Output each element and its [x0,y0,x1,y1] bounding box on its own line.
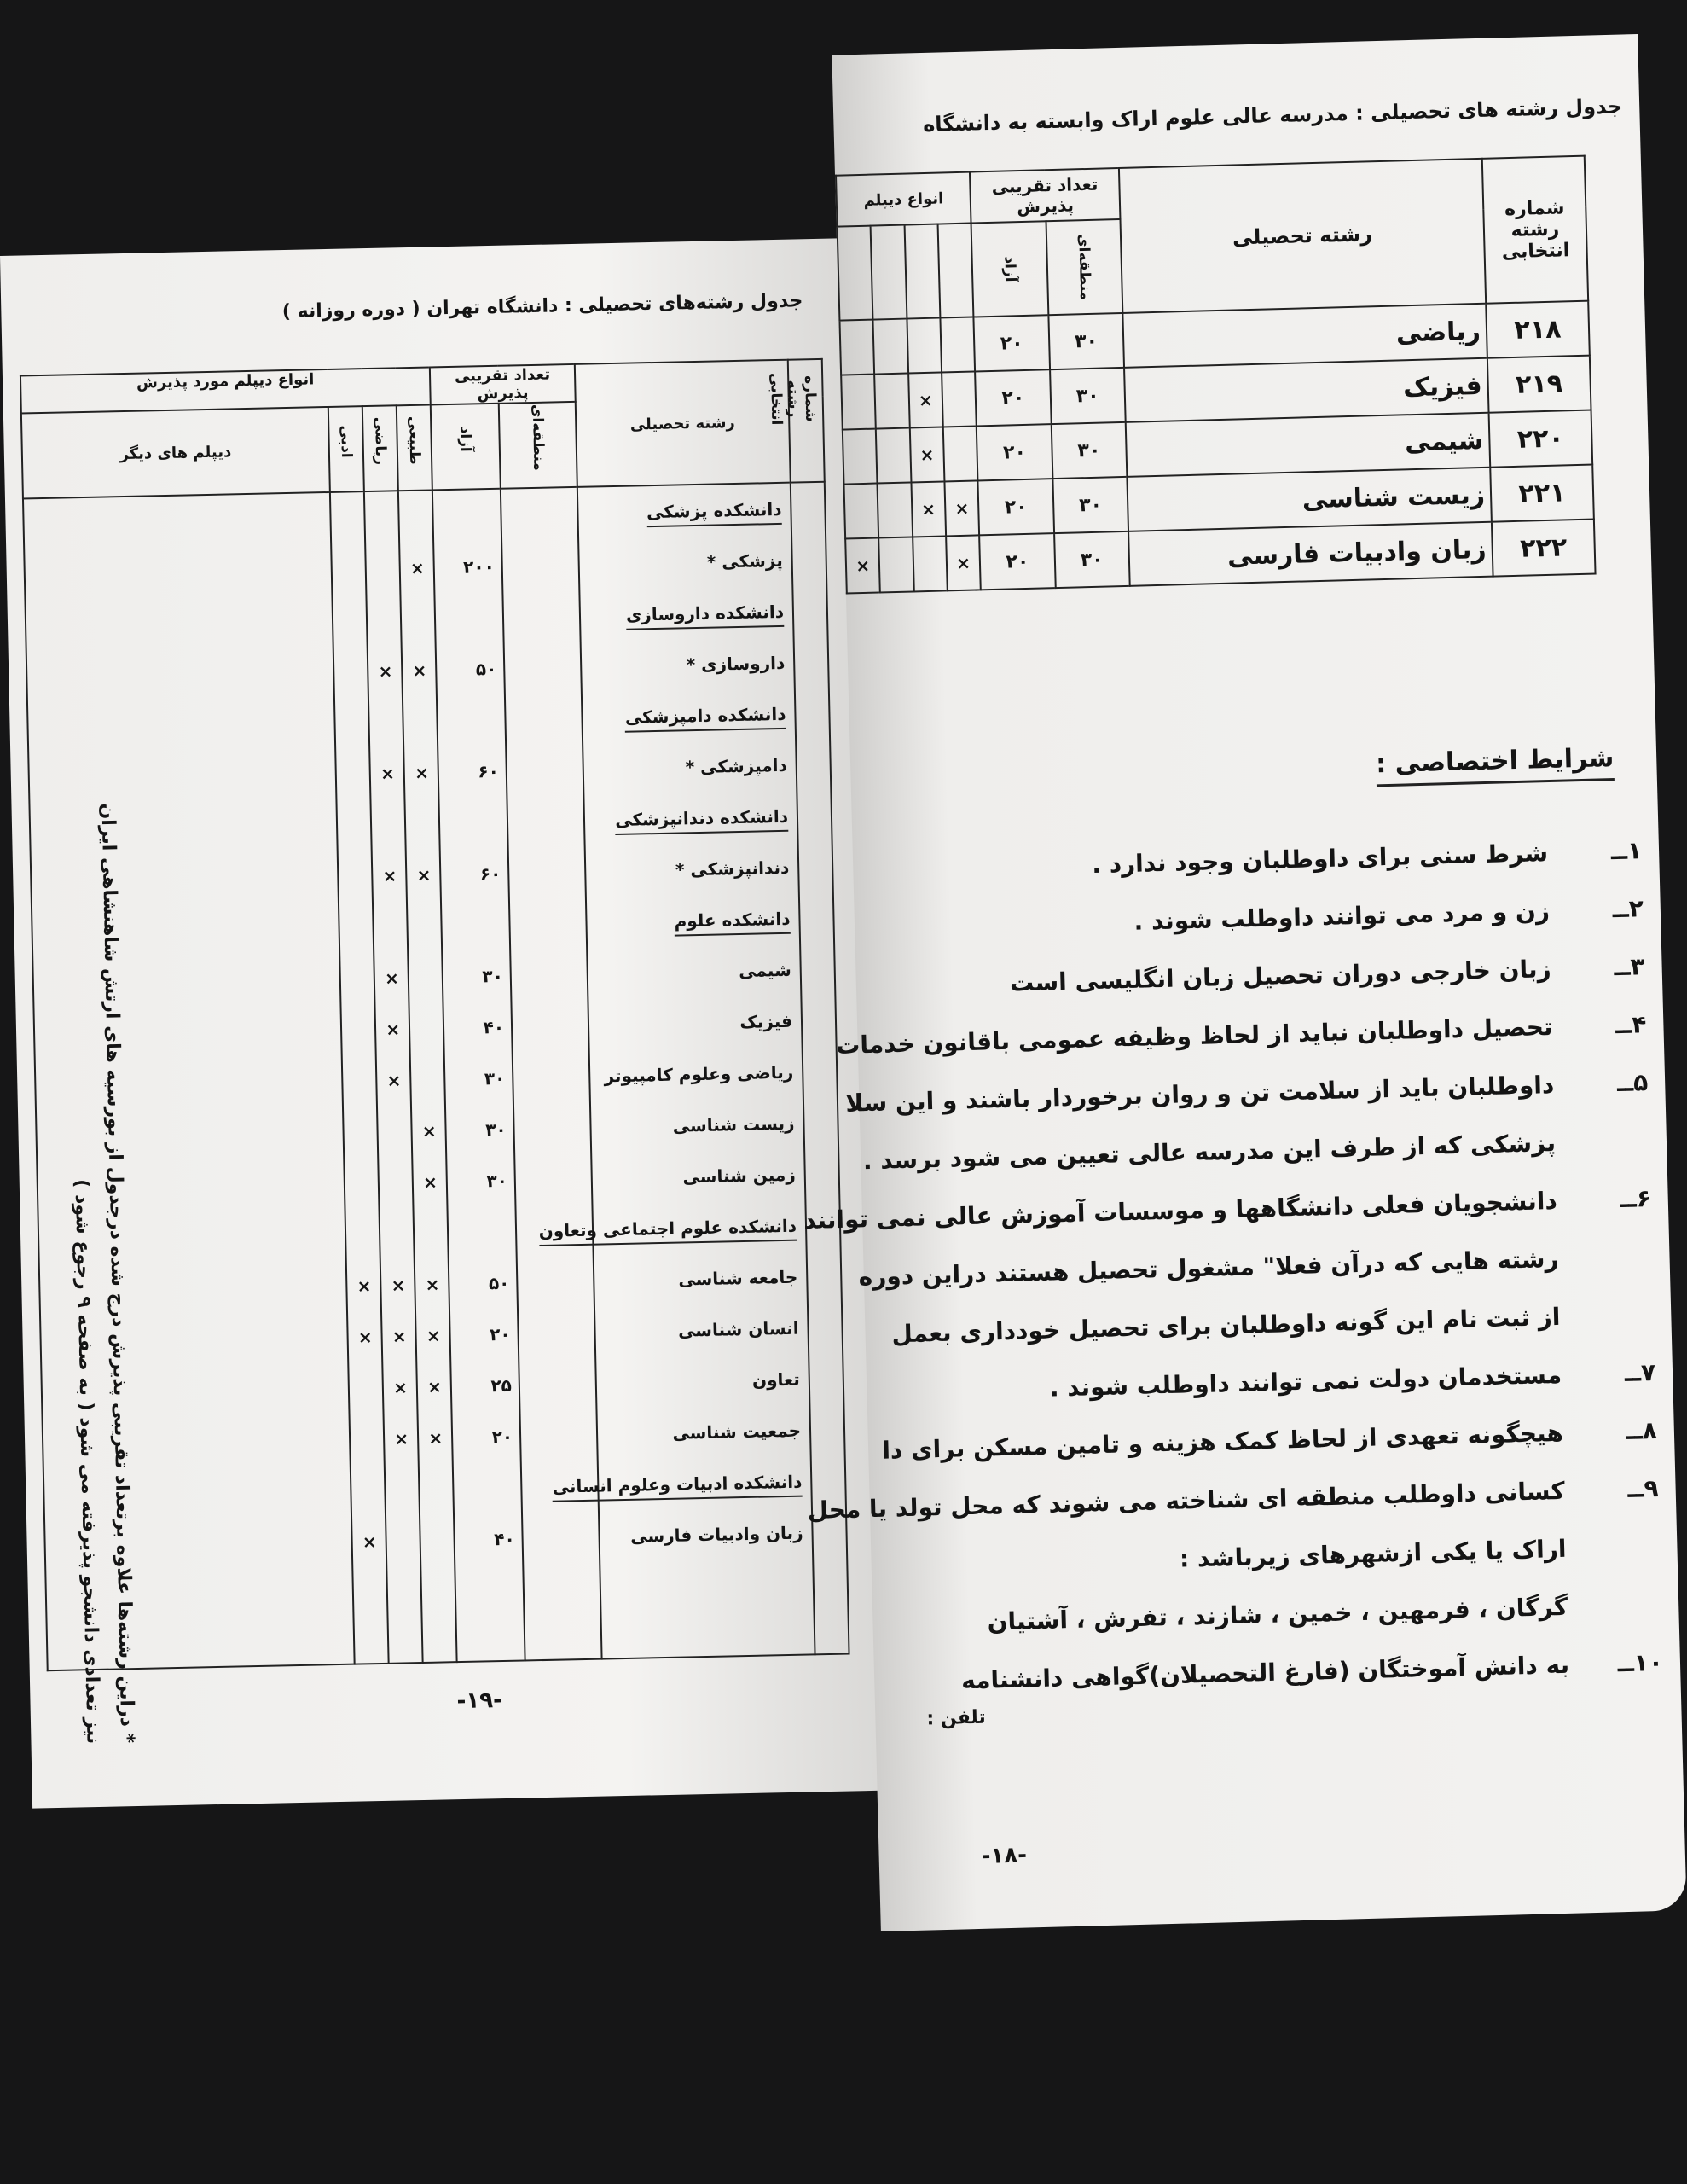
program-row-label: زبان وادبیات فارسی [629,1522,803,1547]
diploma-mark [844,484,878,539]
condition-item [803,1184,1652,1235]
free-capacity-value: ۳۰ [484,1118,507,1141]
program-column [538,483,815,1659]
program-row-label: دانشکده پزشکی [646,499,782,527]
condition-number: ۲ــ [1612,894,1644,924]
col-free-header: آزاد [431,404,501,491]
program-row-label: انسان شناسی [677,1317,799,1341]
condition-number [1559,1264,1653,1267]
program-name: زیست شناسی [1127,468,1491,531]
footnote-line-1: * دراین رشته‌ها علاوه برتعداد تقریبی پذیرش درج شده درجدول از بورسیه های ارتش شاهنشاهی ایران [96,803,138,1744]
diploma-mark [873,319,908,375]
diploma-mark [876,428,911,484]
diploma-mark: × [362,1531,377,1553]
condition-number: ۸ــ [1626,1415,1658,1445]
diploma-mark [843,429,878,485]
diploma-mark: × [426,1376,443,1397]
free-capacity-value: ۴۰ [483,1016,505,1038]
diploma-mark: × [421,1120,437,1141]
condition-text: زبان خارجی دوران تحصیل زبان انگلیسی است [1009,955,1552,997]
condition-number: ۱۰ــ [1617,1647,1664,1678]
left-page [0,238,885,1809]
col-diploma-4 [838,226,873,321]
program-row-label: زمین شناسی [682,1164,797,1188]
col-math-header: ریاضی [362,405,398,491]
col-natural-header: طبیعی [397,404,432,491]
condition-text: هیچگونه تعهدی از لحاظ کمک هزینه و تامین مسکن برای دا [881,1418,1564,1465]
program-row-label: تعاون [751,1368,801,1391]
program-name: فیزیک [1124,358,1488,422]
program-row-label: فیزیک [739,1010,793,1033]
diploma-mark: × [380,763,396,784]
condition-number: ۶ــ [1620,1184,1652,1213]
free-capacity-value: ۳۰ [486,1170,508,1192]
condition-item [883,1648,1664,1697]
program-row-label: شیمی [739,959,791,982]
diploma-mark: × [426,1325,441,1346]
diploma-mark [943,426,978,481]
diploma-mark [879,537,914,592]
program-row-label: دانشکده علوم [674,909,791,937]
program-row-label: دانشکده علوم اجتماعی وتعاون [538,1216,797,1246]
program-row-label: دانشکده دامپزشکی [625,704,786,733]
regional-capacity: ۳۰ [1054,531,1130,588]
program-row-label: دندانپزشکی * [675,857,790,880]
free-capacity-value: ۲۰ [489,1323,511,1345]
diploma-mark: × [428,1427,443,1449]
right-program-table [835,155,1597,595]
free-capacity-value: ۴۰ [493,1528,515,1550]
diploma-mark: × [391,1275,406,1296]
diploma-mark: × [909,427,944,482]
program-row-label: زیست شناسی [672,1112,795,1136]
diploma-mark [875,374,910,429]
condition-text: شرط سنی برای داوطلبان وجود ندارد . [1091,839,1549,880]
program-number: ۲۲۰ [1488,410,1592,468]
condition-item [807,1473,1660,1525]
program-row-label: داروسازی * [686,652,786,676]
diploma-mark: × [394,1428,409,1449]
condition-item [861,836,1643,885]
condition-item [877,1416,1658,1465]
left-page-header: جدول رشته‌های تحصیلی : دانشگاه تهران ( دوره روزانه ) [281,290,803,323]
col-capacity-header: تعداد تقریبی پذیرش [970,168,1120,224]
left-page-number: -۱۹- [456,1687,503,1715]
diploma-mark: × [911,481,946,537]
regional-capacity: ۳۰ [1051,422,1127,479]
col-literary-header: ادبی [328,406,364,492]
right-page [803,34,1686,1931]
footnote-line-2: نیز تعدادی دانشجو پذیرفته می شود ( به صفحه ۹ رجوع شود ) [70,1178,104,1745]
col-number-header: شماره رشته انتخابی [1482,156,1589,304]
condition-text: مستخدمان دولت نمی توانند داوطلب شوند . [1049,1360,1562,1403]
diploma-mark [942,371,977,427]
program-number: ۲۱۹ [1487,356,1591,413]
diploma-mark: × [414,762,430,783]
right-page-number: -۱۸- [981,1842,1028,1869]
condition-text: زن و مرد می توانند داوطلب شوند . [1133,897,1551,936]
condition-item [862,1126,1650,1176]
diploma-mark: × [416,864,432,886]
program-row-label: جامعه شناسی [678,1266,798,1290]
footnote-vertical [60,803,144,1745]
col-other-header: دیپلم های دیگر [21,407,330,499]
program-number: ۲۲۱ [1490,465,1594,522]
col-diploma-1 [938,224,974,318]
condition-text: کسانی داوطلب منطقه ای شناخته می شوند که محل تولد یا محل [807,1476,1566,1525]
diploma-mark: × [412,659,427,681]
condition-item [844,1068,1649,1118]
condition-item [875,1358,1656,1407]
condition-text: گرگان ، فرمهین ، خمین ، شازند ، تفرش ، آشتیان [987,1592,1568,1636]
diploma-mark: × [386,1019,401,1040]
col-program-header: رشته تحصیلی [1119,159,1486,313]
diploma-mark: × [392,1377,409,1398]
col-regional-header: منطقه‌ای [1046,219,1122,315]
diploma-mark: × [845,537,880,593]
condition-text: دانشجویان فعلی دانشگاهها و موسسات آموزش عالی نمی توانند [803,1186,1558,1235]
col-free-header: آزاد [971,221,1048,317]
condition-item [858,1242,1653,1292]
program-name: شیمی [1126,413,1490,477]
other-diplomas-column [23,492,355,1745]
condition-text: داوطلبان باید از سلامت تن و روان برخوردار باشند و این سلا [844,1070,1555,1118]
col-diploma-2 [904,224,940,319]
free-capacity-value: ۵۰ [475,658,497,680]
diploma-mark [841,375,876,430]
condition-text: رشته هایی که درآن فعلا" مشغول تحصیل هستند دراین دوره [858,1244,1559,1292]
regional-capacity: ۳۰ [1052,477,1128,533]
free-capacity-value: ۳۰ [484,1067,506,1089]
program-row-label: دانشکده دندانپزشکی [615,806,788,835]
col-diplomas-header: انواع دیپلم [836,172,971,227]
diploma-mark: × [386,1070,402,1091]
free-capacity: ۲۰ [975,369,1051,426]
program-number: ۲۱۸ [1486,301,1590,358]
condition-text: پزشکی که از طرف این مدرسه عالی تعیین می شود برسد . [862,1128,1557,1176]
free-capacity-value: ۳۰ [482,965,504,987]
diploma-mark: × [378,660,393,682]
free-capacity: ۲۰ [974,315,1050,371]
free-capacity-value: ۲۰ [491,1426,513,1448]
col-diploma-3 [871,225,907,320]
col-number-header: شماره رشته انتخابی [788,359,825,483]
diploma-mark: × [908,372,943,427]
condition-number [1561,1322,1655,1325]
condition-number [1568,1612,1661,1615]
free-capacity-value: ۲۵ [490,1374,513,1397]
diploma-mark: × [425,1274,440,1295]
program-row-label: دامپزشکی * [685,754,787,778]
condition-number: ۳ــ [1613,952,1646,982]
diploma-mark [940,317,975,372]
regional-capacity: ۳۰ [1048,313,1124,369]
col-diplomas-header: انواع دیپلم مورد پذیرش [20,367,431,413]
free-capacity-value: ۶۰ [478,760,500,782]
diploma-mark [878,482,913,537]
condition-item [873,1300,1655,1349]
diploma-mark: × [944,480,979,536]
condition-item [835,1010,1647,1060]
col-program-header: رشته تحصیلی [575,360,791,487]
program-name: زبان وادبیات فارسی [1128,522,1493,586]
free-capacity: ۲۰ [978,479,1054,535]
program-row-label: دانشکده داروسازی [626,601,785,630]
free-capacity-value: ۶۰ [479,863,501,885]
diploma-mark: × [384,967,400,989]
condition-text: تحصیل داوطلبان نباید از لحاظ وظیفه عمومی باقانون خدمات [835,1013,1553,1060]
condition-item [879,1532,1661,1581]
diploma-mark [913,536,948,591]
program-row-label: پزشکی * [706,549,783,572]
conditions-title: شرایط اختصاصی : [1376,743,1615,787]
diploma-mark: × [391,1326,407,1347]
condition-number: ۵ــ [1616,1068,1649,1098]
diploma-mark [839,320,874,375]
diploma-mark: × [409,557,426,579]
condition-number [1567,1554,1661,1557]
diploma-mark: × [357,1275,372,1297]
condition-item [864,952,1645,1001]
condition-item [881,1590,1662,1639]
free-capacity-value: ۵۰ [488,1272,510,1294]
free-capacity-value: ۲۰۰ [462,555,496,578]
condition-number: ۹ــ [1626,1473,1660,1503]
condition-text: به دانش آموختگان (فارغ التحصیلان)گواهی دانشنامه [960,1650,1570,1695]
right-page-header: جدول رشته های تحصیلی : مدرسه عالی علوم اراک وابسته به دانشگاه [922,94,1623,136]
col-capacity-header: تعداد تقریبی پذیرش [430,364,576,405]
program-row-label: جمعیت شناسی [672,1420,802,1443]
program-row-label: ریاضی وعلوم کامپیوتر [604,1061,794,1087]
condition-number: ۷ــ [1624,1357,1656,1387]
program-name: ریاضی [1122,304,1487,368]
regional-capacity: ۳۰ [1050,368,1126,424]
free-capacity: ۲۰ [977,424,1052,480]
col-regional-header: منطقه‌ای [499,402,577,489]
condition-number [1556,1148,1649,1151]
condition-number: ۴ــ [1615,1010,1647,1040]
free-capacity: ۲۰ [979,533,1055,590]
program-number: ۲۲۲ [1492,520,1596,577]
diploma-mark: × [382,865,397,886]
diploma-mark: × [422,1171,438,1193]
condition-text: از ثبت نام این گونه داوطلبان برای تحصیل خودداری بعمل [891,1302,1561,1349]
phone-note: تلفن : [926,1706,987,1730]
condition-number: ۱ــ [1610,836,1643,866]
diploma-mark: × [357,1327,373,1348]
condition-text: اراک یا یکی ازشهرهای زیرباشد : [1179,1534,1567,1573]
diploma-mark [907,318,942,374]
program-row-label: دانشکده ادبیات وعلوم انسانی [552,1472,802,1502]
condition-item [863,894,1644,943]
diploma-mark: × [946,535,981,590]
